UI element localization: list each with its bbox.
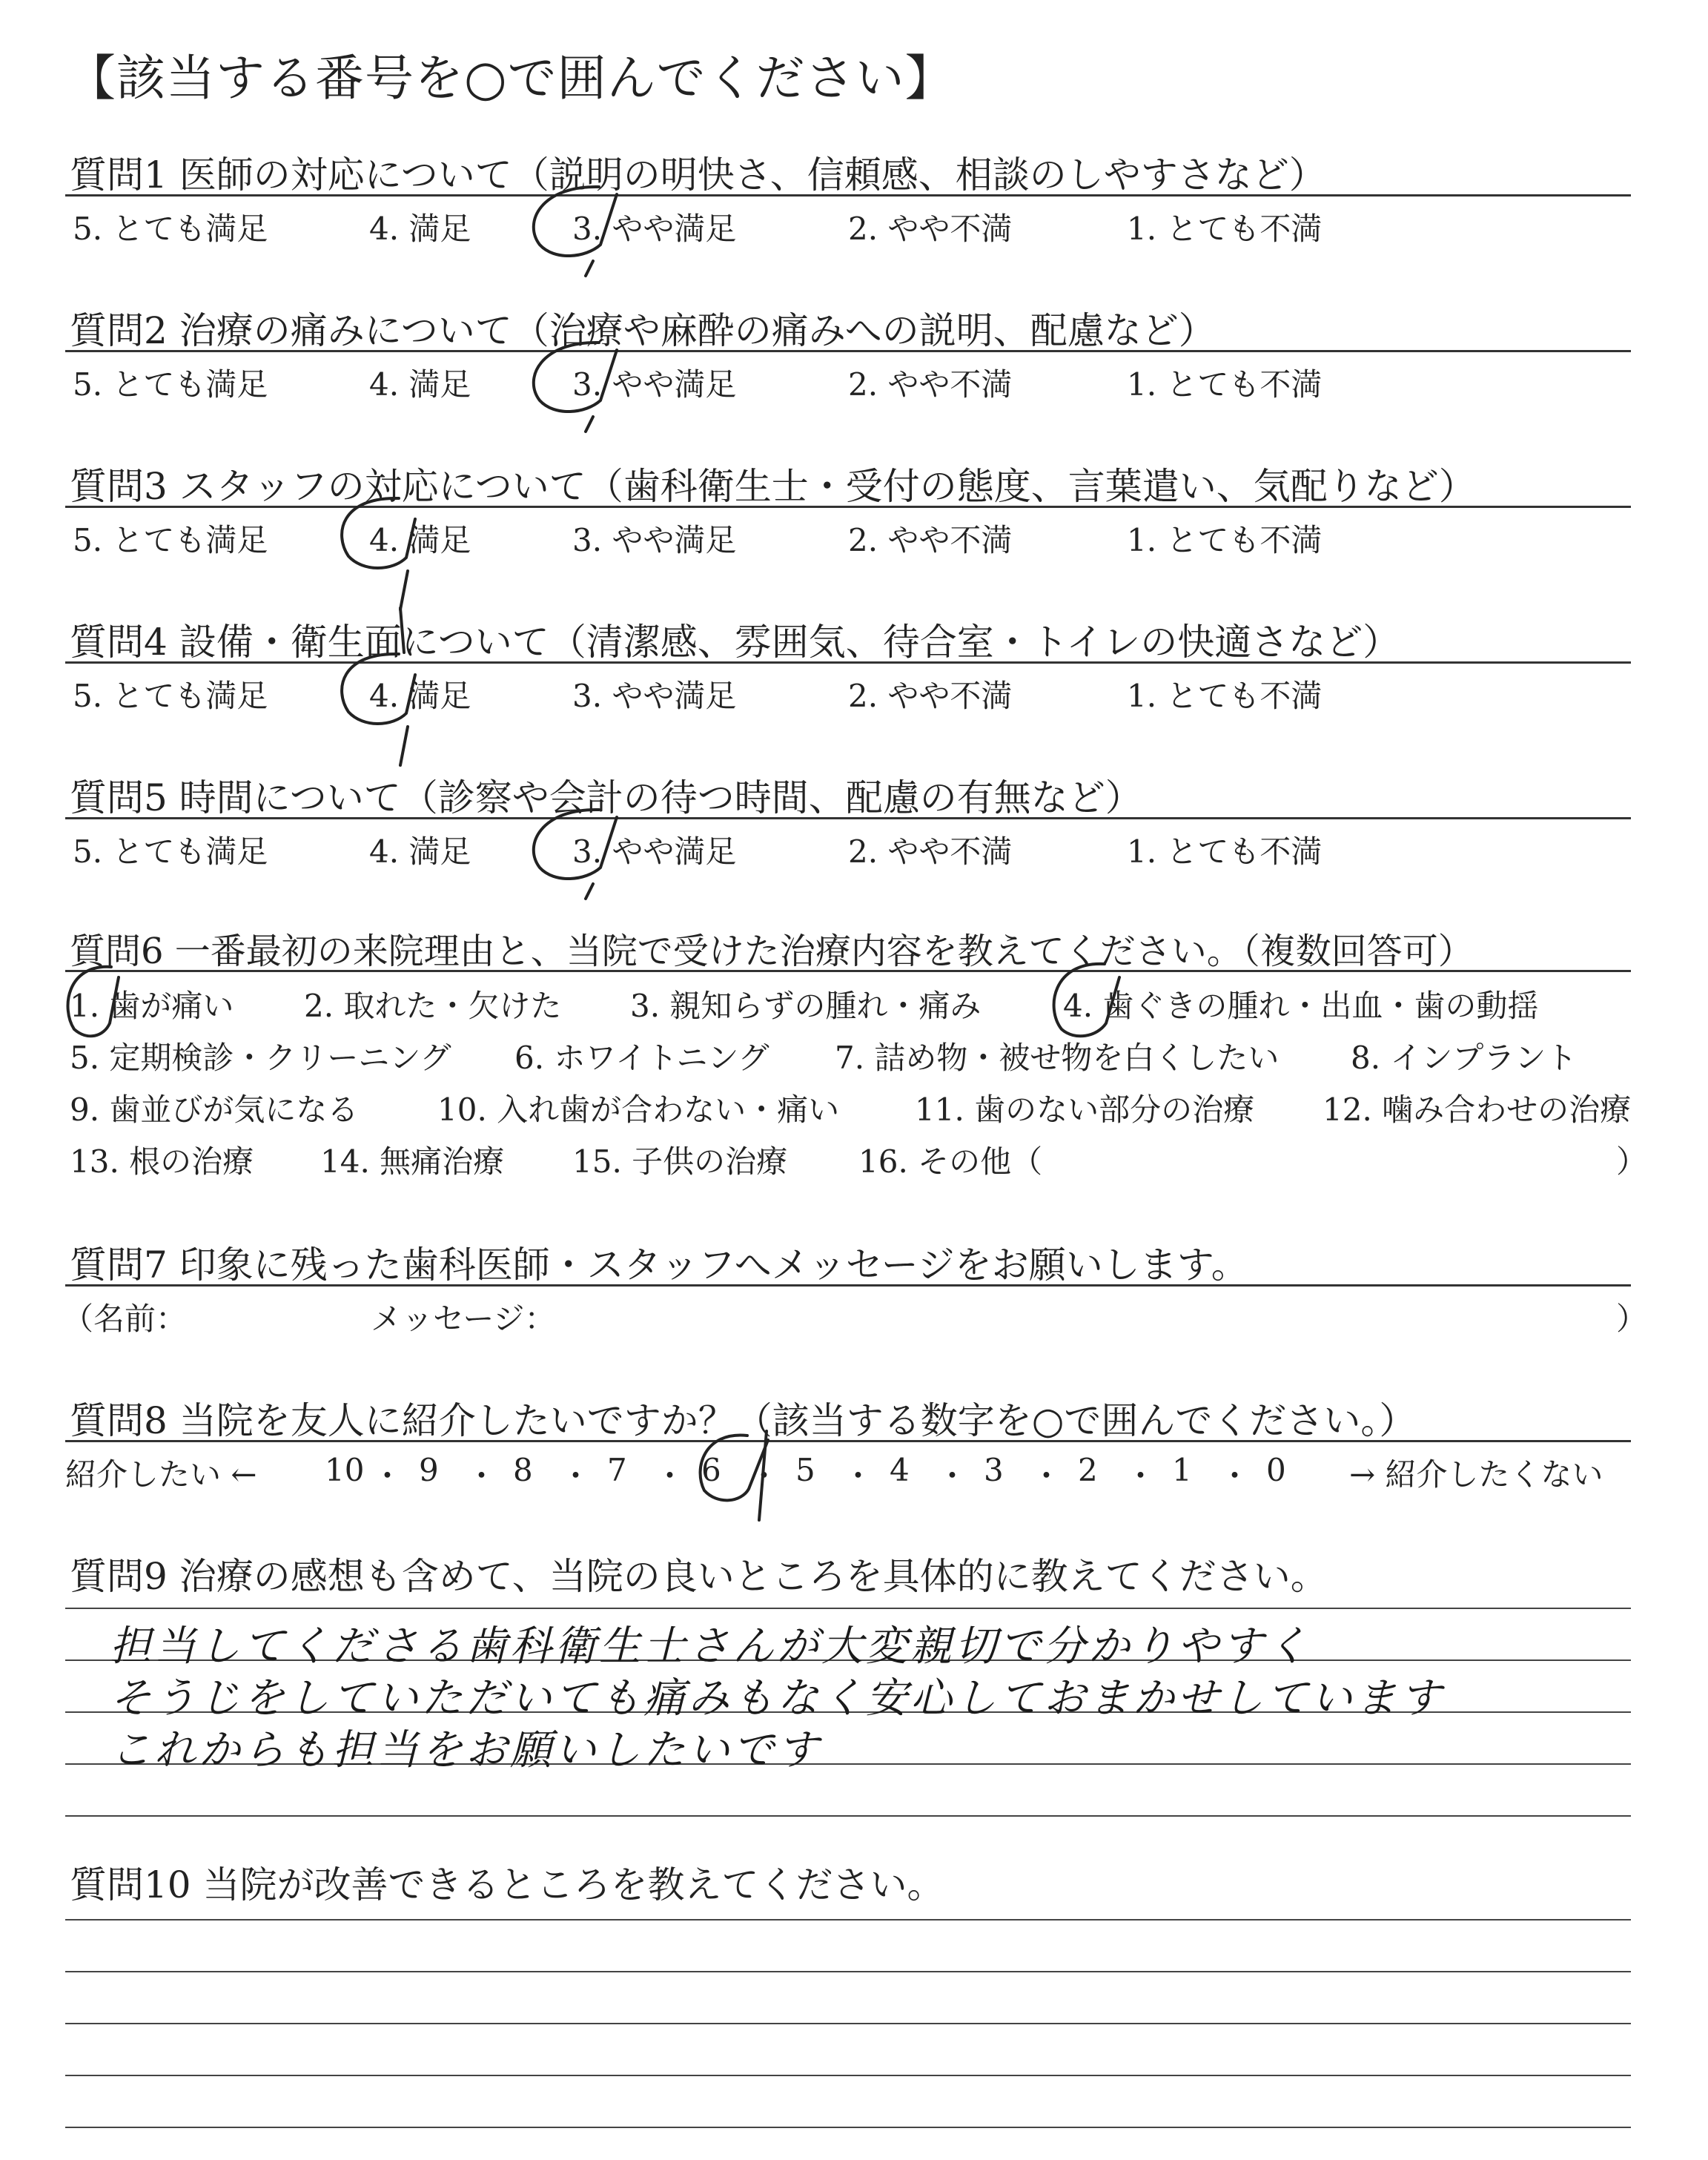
question-10-label: 質問10 当院が改善できるところを教えてください。 bbox=[70, 1863, 944, 1906]
q4-option-1[interactable]: 1. とても不満 bbox=[1127, 678, 1323, 714]
q5-option-2[interactable]: 2. やや不満 bbox=[848, 833, 1013, 870]
q4-option-4[interactable]: 4. 満足 bbox=[369, 678, 471, 714]
q6-option-6[interactable]: 6. ホワイトニング bbox=[514, 1040, 769, 1076]
q4-option-3[interactable]: 3. やや満足 bbox=[572, 678, 737, 714]
question-4-label: 質問4 設備・衛生面について（清潔感、雰囲気、待合室・トイレの快適さなど） bbox=[70, 621, 1400, 664]
q6-option-10[interactable]: 10. 入れ歯が合わない・痛い bbox=[437, 1091, 840, 1128]
q8-scale-separator: ・ bbox=[1125, 1458, 1156, 1494]
q6-option-14[interactable]: 14. 無痛治療 bbox=[320, 1143, 505, 1180]
q6-circle-mark-4 bbox=[1054, 964, 1119, 1036]
q8-scale-value-9[interactable]: 9 bbox=[419, 1452, 439, 1488]
q6-option-4[interactable]: 4. 歯ぐきの腫れ・出血・歯の動揺 bbox=[1063, 988, 1539, 1024]
q8-right-label: → 紹介したくない bbox=[1349, 1456, 1603, 1493]
q6-option-7[interactable]: 7. 詰め物・被せ物を白くしたい bbox=[835, 1040, 1280, 1076]
q8-scale-value-6[interactable]: 6 bbox=[701, 1452, 721, 1488]
q1-option-4[interactable]: 4. 満足 bbox=[369, 211, 471, 247]
q8-scale-separator: ・ bbox=[1219, 1458, 1251, 1494]
q6-option-13[interactable]: 13. 根の治療 bbox=[70, 1143, 254, 1180]
q6-option-12[interactable]: 12. 噛み合わせの治療 bbox=[1323, 1091, 1632, 1128]
q1-option-5[interactable]: 5. とても満足 bbox=[73, 211, 268, 247]
q6-circle-mark-1 bbox=[68, 967, 119, 1036]
q5-option-5[interactable]: 5. とても満足 bbox=[73, 833, 268, 870]
q4-circle-mark bbox=[342, 608, 415, 765]
q8-scale-value-10[interactable]: 10 bbox=[325, 1452, 365, 1488]
q8-scale-value-0[interactable]: 0 bbox=[1266, 1452, 1286, 1488]
q2-option-1[interactable]: 1. とても不満 bbox=[1127, 366, 1323, 403]
q6-option-2[interactable]: 2. 取れた・欠けた bbox=[304, 988, 562, 1024]
q6-option-3[interactable]: 3. 親知らずの腫れ・痛み bbox=[630, 988, 982, 1024]
question-1-label: 質問1 医師の対応について（説明の明快さ、信頼感、相談のしやすさなど） bbox=[70, 153, 1326, 196]
q6-option-16[interactable]: 16. その他（ bbox=[858, 1143, 1043, 1180]
q3-option-4[interactable]: 4. 満足 bbox=[369, 522, 471, 558]
q9-handwritten-line-3: これからも担当をお願いしたいです bbox=[110, 1726, 821, 1774]
q8-scale-separator: ・ bbox=[466, 1458, 497, 1494]
q8-scale-value-5[interactable]: 5 bbox=[795, 1452, 815, 1488]
q8-scale-separator: ・ bbox=[560, 1458, 592, 1494]
q8-left-label: 紹介したい ← bbox=[65, 1456, 257, 1493]
q6-option-16-close: ） bbox=[1616, 1143, 1648, 1180]
q8-scale-value-1[interactable]: 1 bbox=[1172, 1452, 1192, 1488]
q4-option-5[interactable]: 5. とても満足 bbox=[73, 678, 268, 714]
question-7-label: 質問7 印象に残った歯科医師・スタッフへメッセージをお願いします。 bbox=[70, 1244, 1248, 1287]
q6-option-8[interactable]: 8. インプラント bbox=[1351, 1040, 1578, 1076]
q6-option-11[interactable]: 11. 歯のない部分の治療 bbox=[915, 1091, 1255, 1128]
q9-handwritten-line-2: そうじをしていただいても痛みもなく安心しておまかせしています bbox=[110, 1674, 1444, 1723]
q2-option-5[interactable]: 5. とても満足 bbox=[73, 366, 268, 403]
q1-option-3[interactable]: 3. やや満足 bbox=[572, 211, 737, 247]
q6-option-1[interactable]: 1. 歯が痛い bbox=[70, 988, 234, 1024]
question-5-label: 質問5 時間について（診察や会計の待つ時間、配慮の有無など） bbox=[70, 776, 1142, 819]
q8-scale-separator: ・ bbox=[842, 1458, 874, 1494]
q8-circle-mark bbox=[701, 1431, 768, 1520]
q8-scale-separator: ・ bbox=[936, 1458, 968, 1494]
q7-close: ） bbox=[1616, 1301, 1648, 1337]
q9-handwritten-line-1: 担当してくださる歯科衛生士さんが大変親切で分かりやすく bbox=[110, 1622, 1311, 1671]
q5-option-4[interactable]: 4. 満足 bbox=[369, 833, 471, 870]
question-6-label: 質問6 一番最初の来院理由と、当院で受けた治療内容を教えてください。（複数回答可） bbox=[70, 931, 1474, 972]
q8-scale-separator: ・ bbox=[1030, 1458, 1062, 1494]
question-8-label: 質問8 当院を友人に紹介したいですか？（該当する数字を○で囲んでください。） bbox=[70, 1399, 1417, 1442]
q6-option-15[interactable]: 15. 子供の治療 bbox=[572, 1143, 788, 1180]
q1-circle-mark bbox=[534, 187, 617, 276]
q2-circle-mark bbox=[534, 343, 617, 432]
question-2-label: 質問2 治療の痛みについて（治療や麻酔の痛みへの説明、配慮など） bbox=[70, 309, 1216, 352]
question-9-label: 質問9 治療の感想も含めて、当院の良いところを具体的に教えてください。 bbox=[70, 1555, 1328, 1598]
q6-option-9[interactable]: 9. 歯並びが気になる bbox=[70, 1091, 359, 1128]
q7-name-label: （名前： bbox=[62, 1301, 188, 1337]
q1-option-2[interactable]: 2. やや不満 bbox=[848, 211, 1013, 247]
q8-scale-value-2[interactable]: 2 bbox=[1078, 1452, 1098, 1488]
page-title: 【該当する番号を○で囲んでください】 bbox=[67, 50, 955, 107]
q3-option-1[interactable]: 1. とても不満 bbox=[1127, 522, 1323, 558]
q8-scale-value-3[interactable]: 3 bbox=[984, 1452, 1004, 1488]
q8-scale-separator: ・ bbox=[748, 1458, 780, 1494]
question-3-label: 質問3 スタッフの対応について（歯科衛生士・受付の態度、言葉遣い、気配りなど） bbox=[70, 465, 1476, 508]
q8-scale-separator: ・ bbox=[371, 1458, 403, 1494]
q8-scale-separator: ・ bbox=[654, 1458, 686, 1494]
q3-circle-mark bbox=[342, 498, 415, 610]
q2-option-2[interactable]: 2. やや不満 bbox=[848, 366, 1013, 403]
q5-circle-mark bbox=[534, 810, 617, 899]
q6-option-5[interactable]: 5. 定期検診・クリーニング bbox=[70, 1040, 451, 1076]
q8-scale-value-8[interactable]: 8 bbox=[513, 1452, 533, 1488]
q3-option-5[interactable]: 5. とても満足 bbox=[73, 522, 268, 558]
q5-option-3[interactable]: 3. やや満足 bbox=[572, 833, 737, 870]
q3-option-3[interactable]: 3. やや満足 bbox=[572, 522, 737, 558]
q7-message-label: メッセージ： bbox=[371, 1301, 556, 1337]
q1-option-1[interactable]: 1. とても不満 bbox=[1127, 211, 1323, 247]
q2-option-3[interactable]: 3. やや満足 bbox=[572, 366, 737, 403]
q8-scale-value-4[interactable]: 4 bbox=[890, 1452, 910, 1488]
q8-scale-value-7[interactable]: 7 bbox=[607, 1452, 627, 1488]
q3-option-2[interactable]: 2. やや不満 bbox=[848, 522, 1013, 558]
q2-option-4[interactable]: 4. 満足 bbox=[369, 366, 471, 403]
q4-option-2[interactable]: 2. やや不満 bbox=[848, 678, 1013, 714]
q5-option-1[interactable]: 1. とても不満 bbox=[1127, 833, 1323, 870]
